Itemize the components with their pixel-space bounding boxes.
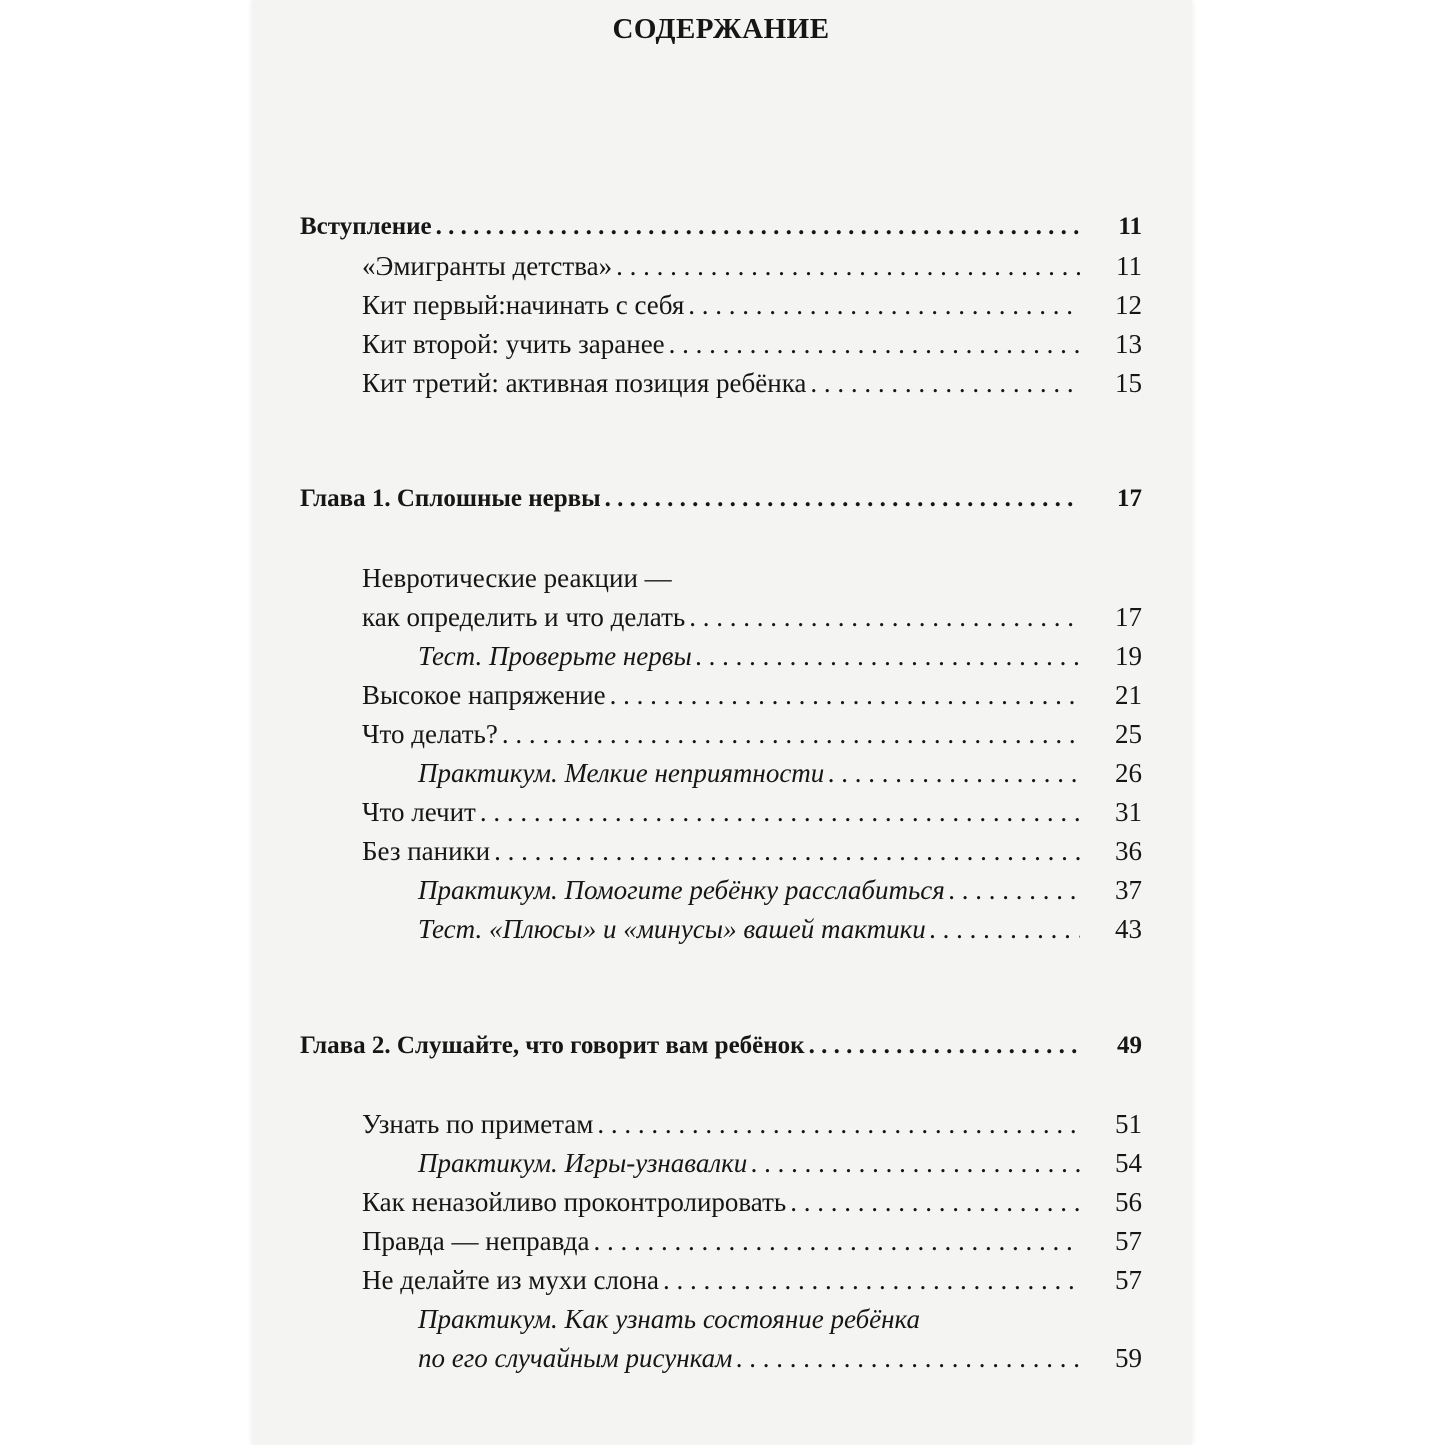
toc-entry-page: 11: [1118, 213, 1142, 240]
toc-entry-label: как определить и что делать: [362, 602, 686, 632]
toc-entry-practice: [300, 638, 1142, 674]
dot-leader: [810, 365, 1080, 401]
toc-entry: [300, 1106, 1142, 1142]
toc-entry-label: Без паники: [362, 836, 491, 866]
dot-leader: [663, 1262, 1080, 1298]
toc-entry-label: по его случайным рисункам: [418, 1343, 733, 1373]
toc-entry-chapter: [300, 481, 1142, 517]
toc-entry-page: 11: [1116, 251, 1142, 281]
toc-entry: [300, 287, 1142, 323]
toc-entry-label: Тест. Проверьте нервы: [418, 641, 692, 671]
toc-entry-page: 19: [1115, 641, 1142, 671]
toc-entry-label: Кит второй: учить заранее: [362, 329, 665, 359]
toc-entry-label: Что делать?: [362, 719, 498, 749]
toc-entry-page: 15: [1115, 368, 1142, 398]
toc-entry-label: Вступление: [300, 213, 432, 240]
toc-entry: [300, 677, 1142, 713]
toc-entry-page: 49: [1117, 1032, 1142, 1059]
dot-leader: [688, 287, 1080, 323]
toc-entry-label: Узнать по приметам: [362, 1109, 594, 1139]
toc-entry-page: 12: [1115, 290, 1142, 320]
toc-entry: [300, 1262, 1142, 1298]
toc-entry: [300, 365, 1142, 401]
toc-entry-practice: [300, 1145, 1142, 1181]
toc-entry-label: Высокое напряжение: [362, 680, 606, 710]
toc-entry-page: 21: [1115, 680, 1142, 710]
toc-entry: [300, 1223, 1142, 1259]
dot-leader: [736, 1340, 1080, 1376]
dot-leader: [949, 872, 1080, 908]
dot-leader: [610, 677, 1080, 713]
dot-leader: [696, 638, 1080, 674]
toc-entry-label: Практикум. Как узнать состояние ребёнка: [418, 1304, 921, 1334]
toc-entry-page: 57: [1115, 1226, 1142, 1256]
dot-leader: [930, 911, 1080, 947]
toc-entry-label: Кит первый:начинать с себя: [362, 290, 685, 320]
dot-leader: [436, 209, 1080, 245]
toc-entry-label: Не делайте из мухи слона: [362, 1265, 659, 1295]
toc-entry: [300, 248, 1142, 284]
toc-entry-page: 25: [1115, 719, 1142, 749]
dot-leader: [751, 1145, 1080, 1181]
toc-entry-page: 37: [1115, 875, 1142, 905]
toc-entry-page: 43: [1115, 914, 1142, 944]
dot-leader: [597, 1106, 1080, 1142]
toc-entry-page: 54: [1115, 1148, 1142, 1178]
toc-entry-label: «Эмигранты детства»: [362, 251, 613, 281]
dot-leader: [502, 716, 1080, 752]
dot-leader: [593, 1223, 1080, 1259]
toc-entry: [300, 716, 1142, 752]
toc-entry-page: 26: [1115, 758, 1142, 788]
toc-entry: [300, 599, 1142, 635]
toc-entry: [300, 833, 1142, 869]
dot-leader: [689, 599, 1080, 635]
toc-entry-page: 13: [1115, 329, 1142, 359]
toc-entry-practice: [300, 755, 1142, 791]
dot-leader: [605, 481, 1080, 517]
toc-entry-practice: [300, 911, 1142, 947]
dot-leader: [809, 1028, 1080, 1064]
toc-entry-page: 36: [1115, 836, 1142, 866]
toc-entry-page: 17: [1117, 485, 1142, 512]
toc-entry-chapter: [300, 1028, 1142, 1064]
toc-entry-practice: [300, 872, 1142, 908]
toc-entry-label: Невротические реакции —: [362, 563, 672, 593]
toc-entry-label: Практикум. Игры-узнавалки: [418, 1148, 748, 1178]
toc-entry-label: Кит третий: активная позиция ребёнка: [362, 368, 807, 398]
toc-entry-page: 51: [1115, 1109, 1142, 1139]
toc-entry-label: Тест. «Плюсы» и «минусы» вашей тактики: [418, 914, 926, 944]
toc-entry-practice: [300, 1301, 1142, 1337]
toc-entry: [300, 560, 1142, 596]
toc-entry-chapter: [300, 209, 1142, 245]
dot-leader: [480, 794, 1080, 830]
toc-entry: [300, 794, 1142, 830]
dot-leader: [828, 755, 1080, 791]
toc-entry-page: 57: [1115, 1265, 1142, 1295]
dot-leader: [669, 326, 1080, 362]
toc-entry: [300, 326, 1142, 362]
dot-leader: [790, 1184, 1080, 1220]
page-title: СОДЕРЖАНИЕ: [612, 13, 830, 45]
toc-entry: [300, 1184, 1142, 1220]
toc-entry-label: Практикум. Помогите ребёнку расслабиться: [418, 875, 945, 905]
dot-leader: [616, 248, 1080, 284]
dot-leader: [494, 833, 1080, 869]
toc-entry-practice: [300, 1340, 1142, 1376]
toc-entry-page: 17: [1115, 602, 1142, 632]
toc-entry-label: Правда — неправда: [362, 1226, 590, 1256]
toc-entry-page: 59: [1115, 1343, 1142, 1373]
toc-entry-label: Практикум. Мелкие неприятности: [418, 758, 825, 788]
toc-entry-label: Что лечит: [362, 797, 476, 827]
toc-entry-label: Как неназойливо проконтролировать: [362, 1187, 787, 1217]
toc-entry-label: Глава 1. Сплошные нервы: [300, 485, 601, 512]
toc-entry-label: Глава 2. Слушайте, что говорит вам ребёнок: [300, 1032, 805, 1059]
table-of-contents: [300, 0, 1142, 1445]
toc-entry-page: 56: [1115, 1187, 1142, 1217]
toc-entry-page: 31: [1115, 797, 1142, 827]
